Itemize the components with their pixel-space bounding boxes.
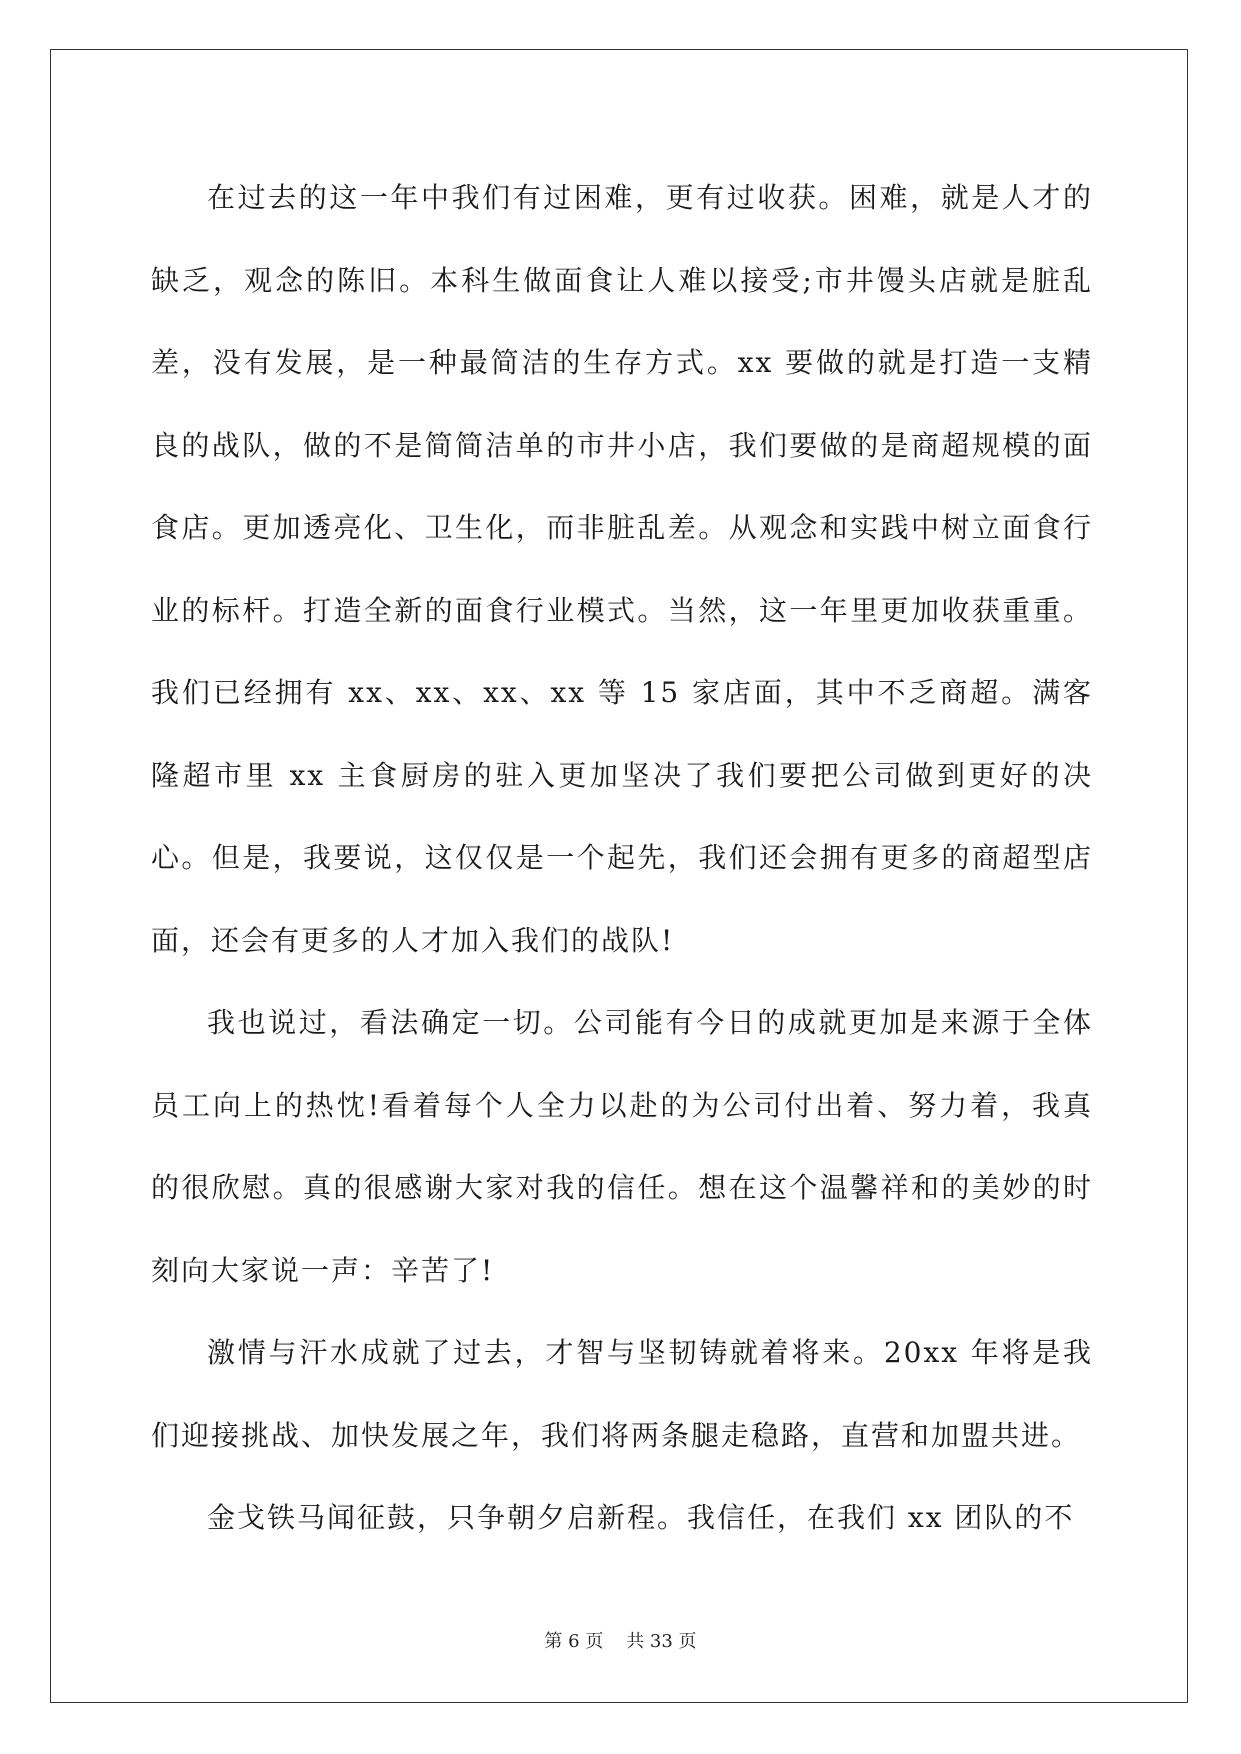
document-body [151,157,1093,1560]
page-number-footer: 第 6 页 共 33 页 [544,1631,697,1652]
paragraph-1: 在过去的这一年中我们有过困难，更有过收获。困难，就是人才的缺乏，观念的陈旧。本科生做面食让人难以接受;市井馒头店就是脏乱差，没有发展，是一种最简洁的生存方式。xx 要做的就是打造一支精良的战队，做的不是简简洁单的市井小店，我们要做的是商超规模的面食店。更加透亮化、卫生化，而非脏乱差。从观念和实践中树立面食行业的标杆。打造全新的面食行业模式。当然，这一年里更加收获重重。我们已经拥有 xx、xx、xx、xx 等 15 家店面，其中不乏商超。满客隆超市里 xx 主食厨房的驻入更加坚决了我们要把公司做到更好的决心。但是，我要说，这仅仅是一个起先，我们还会拥有更多的商超型店面，还会有更多的人才加入我们的战队! [151,181,1093,957]
paragraph-2: 我也说过，看法确定一切。公司能有今日的成就更加是来源于全体员工向上的热忱!看着每个人全力以赴的为公司付出着、努力着，我真的很欣慰。真的很感谢大家对我的信任。想在这个温馨祥和的美妙的时刻向大家说一声：辛苦了! [151,1006,1093,1287]
paragraph-3: 激情与汗水成就了过去，才智与坚韧铸就着将来。20xx 年将是我们迎接挑战、加快发展之年，我们将两条腿走稳路，直营和加盟共进。 [151,1336,1093,1452]
paragraph-4: 金戈铁马闻征鼓，只争朝夕启新程。我信任，在我们 xx 团队的不 [207,1501,1075,1534]
